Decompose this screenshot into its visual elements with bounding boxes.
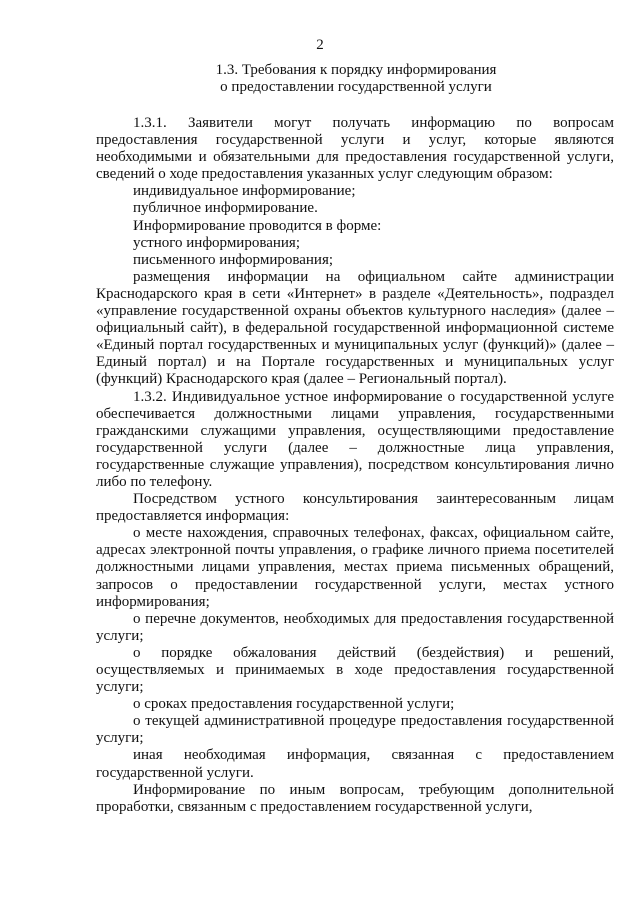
page-number: 2 [316,37,324,53]
list-item: иная необходимая информация, связанная с предоставлением государственной услуги. [96,747,614,781]
list-item: индивидуальное информирование; [133,183,356,200]
list-item: о месте нахождения, справочных телефонах, факсах, официальном сайте, адресах электронной почты управления, о графике личного приема посетителей должностными лицами управления, местах приема письменных обращений, запросов о предоставлении государственной услуги, местах устного информирования; [96,525,614,610]
list-item: устного информирования; [133,234,300,251]
paragraph-1-3-2: 1.3.2. Индивидуальное устное информирование о государственной услуге обеспечивается должностными лицами управления, государственными гражданскими служащими управления, осуществляющими предоставление государственной услуги (далее – должностные лица управления, государственные служащие управления), посредством консультирования лично либо по телефону. [96,388,614,490]
list-item: размещения информации на официальном сайте администрации Краснодарского края в сети «Интернет» в разделе «Деятельность», подраздел «управление государственной охраны объектов культурного наследия» (далее – официальный сайт), в федеральной государственной информационной системе «Единый портал государственных и муниципальных услуг (функций)» (далее – Единый портал) и на Портале государственных и муниципальных услуг (функций) Краснодарского края (далее – Региональный портал). [96,268,614,388]
paragraph-1-3-1: 1.3.1. Заявители могут получать информацию по вопросам предоставления государственной услуги и услуг, которые являются необходимыми и обязательными для предоставления государственной услуги, сведений о ходе предоставления указанных услуг следующим образом: [96,115,614,183]
list-item: о сроках предоставления государственной услуги; [133,696,455,713]
paragraph: Информирование по иным вопросам, требующим дополнительной проработки, связанным с предоставлением государственной услуги, [96,781,614,815]
heading-line-1: 1.3. Требования к порядку информирования [215,62,497,78]
heading-line-2: о предоставлении государственной услуги [220,79,492,95]
list-item: публичное информирование. [133,200,318,217]
list-item: письменного информирования; [133,251,334,268]
paragraph: Информирование проводится в форме: [133,217,382,234]
list-item: о текущей административной процедуре предоставления государственной услуги; [96,713,614,747]
list-item: о перечне документов, необходимых для предоставления государственной услуги; [96,610,614,644]
document-body [96,115,614,816]
section-heading [96,62,616,96]
paragraph: Посредством устного консультирования заинтересованным лицам предоставляется информация: [96,491,614,525]
list-item: о порядке обжалования действий (бездействия) и решений, осуществляемых и принимаемых в ходе предоставления государственной услуги; [96,644,614,696]
